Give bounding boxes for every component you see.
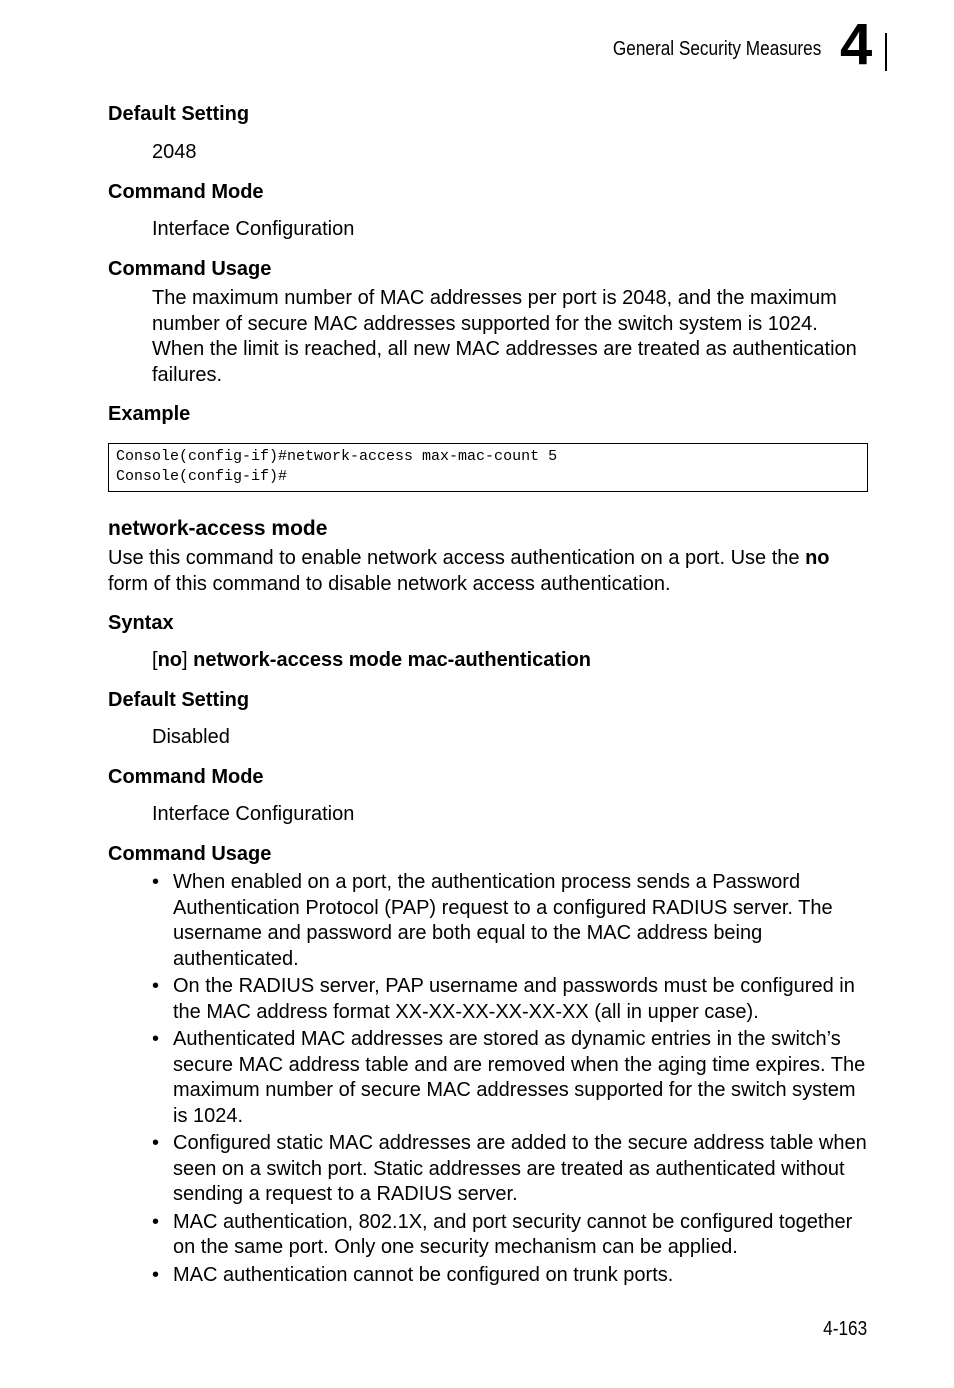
description-text: Use this command to enable network access authentication on a port. Use the [108,547,806,569]
syntax-line [152,649,591,672]
syntax-bracket: ] [182,649,194,671]
command-usage-text: The maximum number of MAC addresses per port is 2048, and the maximum number of secure MAC addresses supported for the switch system is 1024. When the limit is reached, all new MAC addresses are treated as authentication failures. [152,287,857,386]
list-item [152,1027,868,1129]
list-item [152,1131,868,1208]
list-item-text: When enabled on a port, the authentication process sends a Password Authentication Protocol (PAP) request to a configured RADIUS server. The username and password are both equal to the MAC address being authenticated. [173,871,833,970]
example-heading: Example [108,403,191,425]
bullet-marker: • [152,1210,160,1233]
command-usage-heading: Command Usage [108,843,272,865]
chapter-number-tab [840,12,888,77]
list-item [152,974,868,1025]
running-header-title: General Security Measures [612,38,821,60]
bullet-marker: • [152,975,160,997]
list-item-text: On the RADIUS server, PAP username and passwords must be configured in the MAC address format XX-XX-XX-XX-XX-XX (all in upper case). [173,975,855,1023]
default-setting-value: 2048 [152,141,197,163]
syntax-no-keyword: no [157,649,182,671]
default-setting-heading: Default Setting [108,689,250,711]
command-mode-heading: Command Mode [108,766,264,788]
command-usage-list [152,870,868,1290]
default-setting-heading: Default Setting [108,103,250,125]
chapter-number: 4 [840,12,873,77]
list-item-text: Configured static MAC addresses are added to the secure address table when seen on a switch port. Static addresses are treated as authenticated without sending a request to a RADIUS server. [173,1132,867,1205]
list-item-text: MAC authentication cannot be configured on trunk ports. [173,1263,674,1286]
command-mode-value: Interface Configuration [152,218,355,240]
command-title: network-access mode [108,517,328,540]
list-item-text: MAC authentication, 802.1X, and port security cannot be configured together on the same port. Only one security mechanism can be applied. [173,1210,853,1258]
code-line: Console(config-if)#network-access max-mac-count 5 [116,448,558,465]
no-keyword: no [805,547,830,569]
command-mode-value: Interface Configuration [152,803,355,825]
list-item [152,870,868,972]
syntax-command: network-access mode mac-authentication [193,649,592,671]
syntax-heading: Syntax [108,612,174,634]
page-number: 4-163 [823,1318,867,1340]
command-description [108,546,868,597]
syntax-bracket: [ [152,649,158,671]
list-item-text: Authenticated MAC addresses are stored as dynamic entries in the switch’s secure MAC address table and are removed when the aging time expires. The maximum number of secure MAC addresses supported for the switch system is 1024. [173,1028,866,1127]
code-example [108,443,868,492]
chapter-tab-divider [885,33,887,71]
bullet-marker: • [152,1263,160,1286]
bullet-marker: • [152,1132,160,1154]
description-text: form of this command to disable network access authentication. [108,572,671,595]
default-setting-value: Disabled [152,726,230,748]
bullet-marker: • [152,871,160,893]
list-item [152,1210,868,1261]
list-item [152,1263,868,1289]
command-usage-heading: Command Usage [108,258,272,280]
bullet-marker: • [152,1028,160,1050]
code-line: Console(config-if)# [116,468,288,485]
command-mode-heading: Command Mode [108,181,264,203]
